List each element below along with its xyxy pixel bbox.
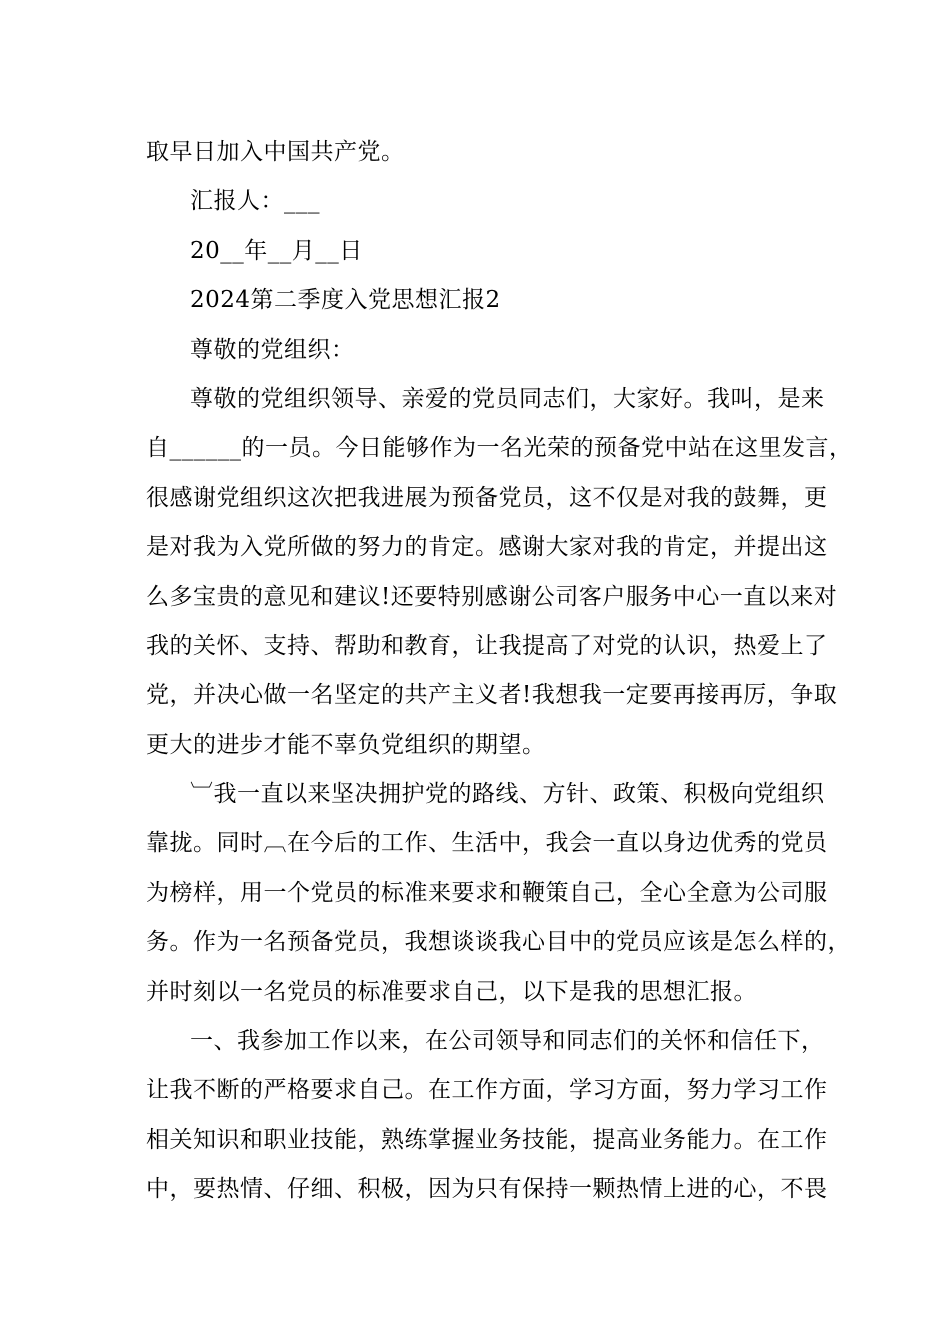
text-line: 更大的进步才能不辜负党组织的期望。 [146,731,546,758]
text-line: 取早日加入中国共产党。 [146,139,405,165]
text-line: 我的关怀、支持、帮助和教育，让我提高了对党的认识，热爱上了 [146,632,828,659]
text-line: 是对我为入党所做的努力的肯定。感谢大家对我的肯定，并提出这 [146,534,828,561]
text-line: 让我不断的严格要求自己。在工作方面，学习方面，努力学习工作 [146,1077,828,1104]
text-line: 尊敬的党组织： [190,336,355,363]
text-line: 20__年__月__日 [190,237,363,264]
text-line: 务。作为一名预备党员，我想谈谈我心目中的党员应该是怎么样的， [146,929,851,956]
text-line: ︺我一直以来坚决拥护党的路线、方针、政策、积极向党组织 [190,781,825,808]
text-line: 很感谢党组织这次把我进展为预备党员，这不仅是对我的鼓舞，更 [146,484,828,511]
text-line: 为榜样，用一个党员的标准来要求和鞭策自己，全心全意为公司服 [146,879,828,906]
document-body [146,128,853,1215]
text-line: 相关知识和职业技能，熟练掌握业务技能，提高业务能力。在工作 [146,1126,828,1153]
text-line: 汇报人：___ [190,188,320,215]
text-line: 尊敬的党组织领导、亲爱的党员同志们，大家好。我叫，是来 [190,385,825,412]
text-line: 党，并决心做一名坚定的共产主义者!我想我一定要再接再厉，争取 [146,682,838,709]
text-line: 2024第二季度入党思想汇报2 [190,287,501,314]
text-line: 自______的一员。今日能够作为一名光荣的预备党中站在这里发言， [146,435,853,462]
text-line: 靠拢。同时︹在今后的工作、生活中，我会一直以身边优秀的党员 [146,830,828,857]
text-line: 中，要热情、仔细、积极，因为只有保持一颗热情上进的心，不畏 [146,1176,828,1203]
text-line: 并时刻以一名党员的标准要求自己，以下是我的思想汇报。 [146,978,757,1005]
text-line: 么多宝贵的意见和建议!还要特别感谢公司客户服务中心一直以来对 [146,583,838,610]
text-line: 一、我参加工作以来，在公司领导和同志们的关怀和信任下， [190,1028,825,1055]
